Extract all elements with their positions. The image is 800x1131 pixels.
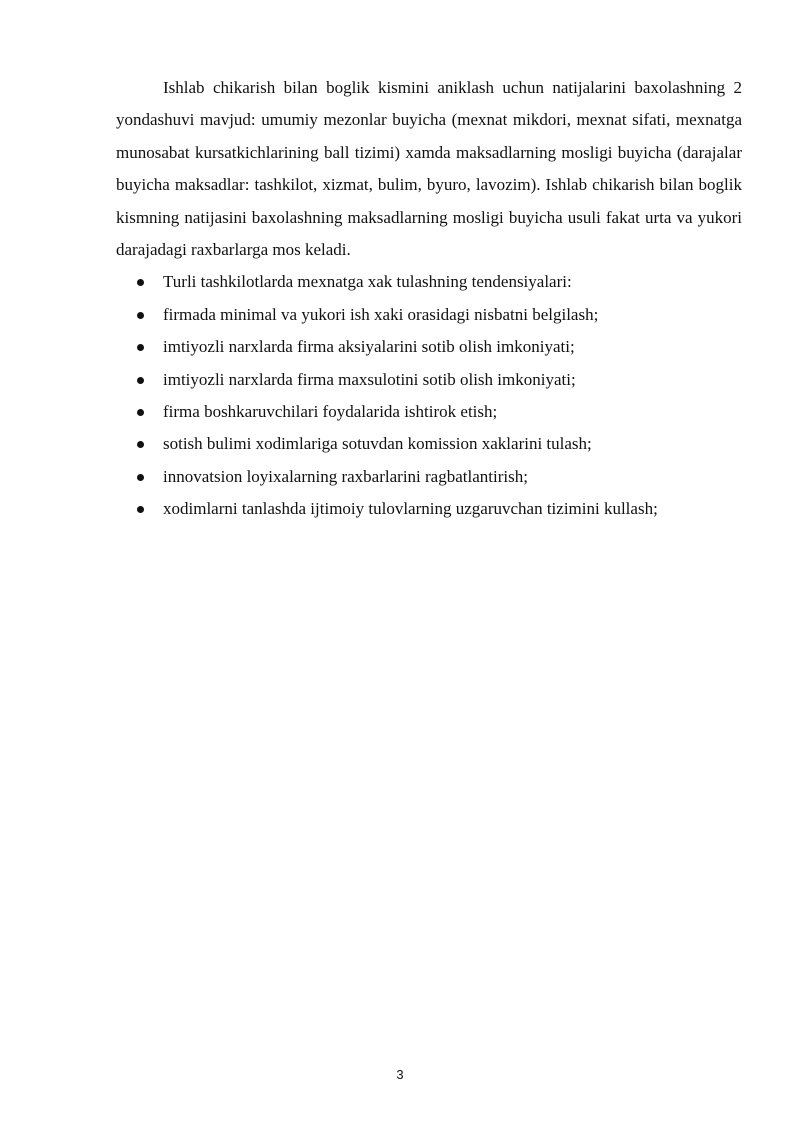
- list-item: [116, 461, 742, 493]
- bullet-icon: [137, 441, 144, 448]
- bullet-icon: [137, 506, 144, 513]
- page-number: 3: [396, 1067, 404, 1082]
- bullet-list: [116, 266, 742, 525]
- page-content: [116, 72, 742, 526]
- list-item-text: imtiyozli narxlarda firma aksiyalarini sotib olish imkoniyati;: [163, 337, 575, 357]
- list-item-text: xodimlarni tanlashda ijtimoiy tulovlarning uzgaruvchan tizimini kullash;: [163, 499, 658, 519]
- list-item-text: imtiyozli narxlarda firma maxsulotini sotib olish imkoniyati;: [163, 369, 576, 389]
- list-item: [116, 428, 742, 460]
- list-item: [116, 299, 742, 331]
- bullet-icon: [137, 279, 144, 286]
- list-item: [116, 396, 742, 428]
- bullet-icon: [137, 409, 144, 416]
- list-item-text: innovatsion loyixalarning raxbarlarini ragbatlantirish;: [163, 466, 528, 486]
- body-paragraph: Ishlab chikarish bilan boglik kismini aniklash uchun natijalarini baxolashning 2 yondashuvi mavjud: umumiy mezonlar buyicha (mexnat mikdori, mexnat sifati, mexnatga munosabat kursatkichlarining ball tizimi) xamda maksadlarning mosligi buyicha (darajalar buyicha maksadlar: tashkilot, xizmat, bulim, byuro, lavozim). Ishlab chikarish bilan boglik kismning natijasini baxolashning maksadlarning mosligi buyicha usuli fakat urta va yukori darajadagi raxbarlarga mos keladi.: [116, 78, 742, 260]
- list-item: [116, 331, 742, 363]
- list-item-text: firma boshkaruvchilari foydalarida ishtirok etish;: [163, 402, 498, 422]
- bullet-icon: [137, 312, 144, 319]
- bullet-icon: [137, 474, 144, 481]
- list-item: [116, 364, 742, 396]
- list-item-text: Turli tashkilotlarda mexnatga xak tulashning tendensiyalari:: [163, 272, 572, 292]
- list-item-text: firmada minimal va yukori ish xaki orasidagi nisbatni belgilash;: [163, 304, 599, 324]
- bullet-icon: [137, 344, 144, 351]
- list-item: [116, 266, 742, 298]
- list-item-text: sotish bulimi xodimlariga sotuvdan komission xaklarini tulash;: [163, 434, 592, 454]
- bullet-icon: [137, 377, 144, 384]
- list-item: [116, 493, 742, 525]
